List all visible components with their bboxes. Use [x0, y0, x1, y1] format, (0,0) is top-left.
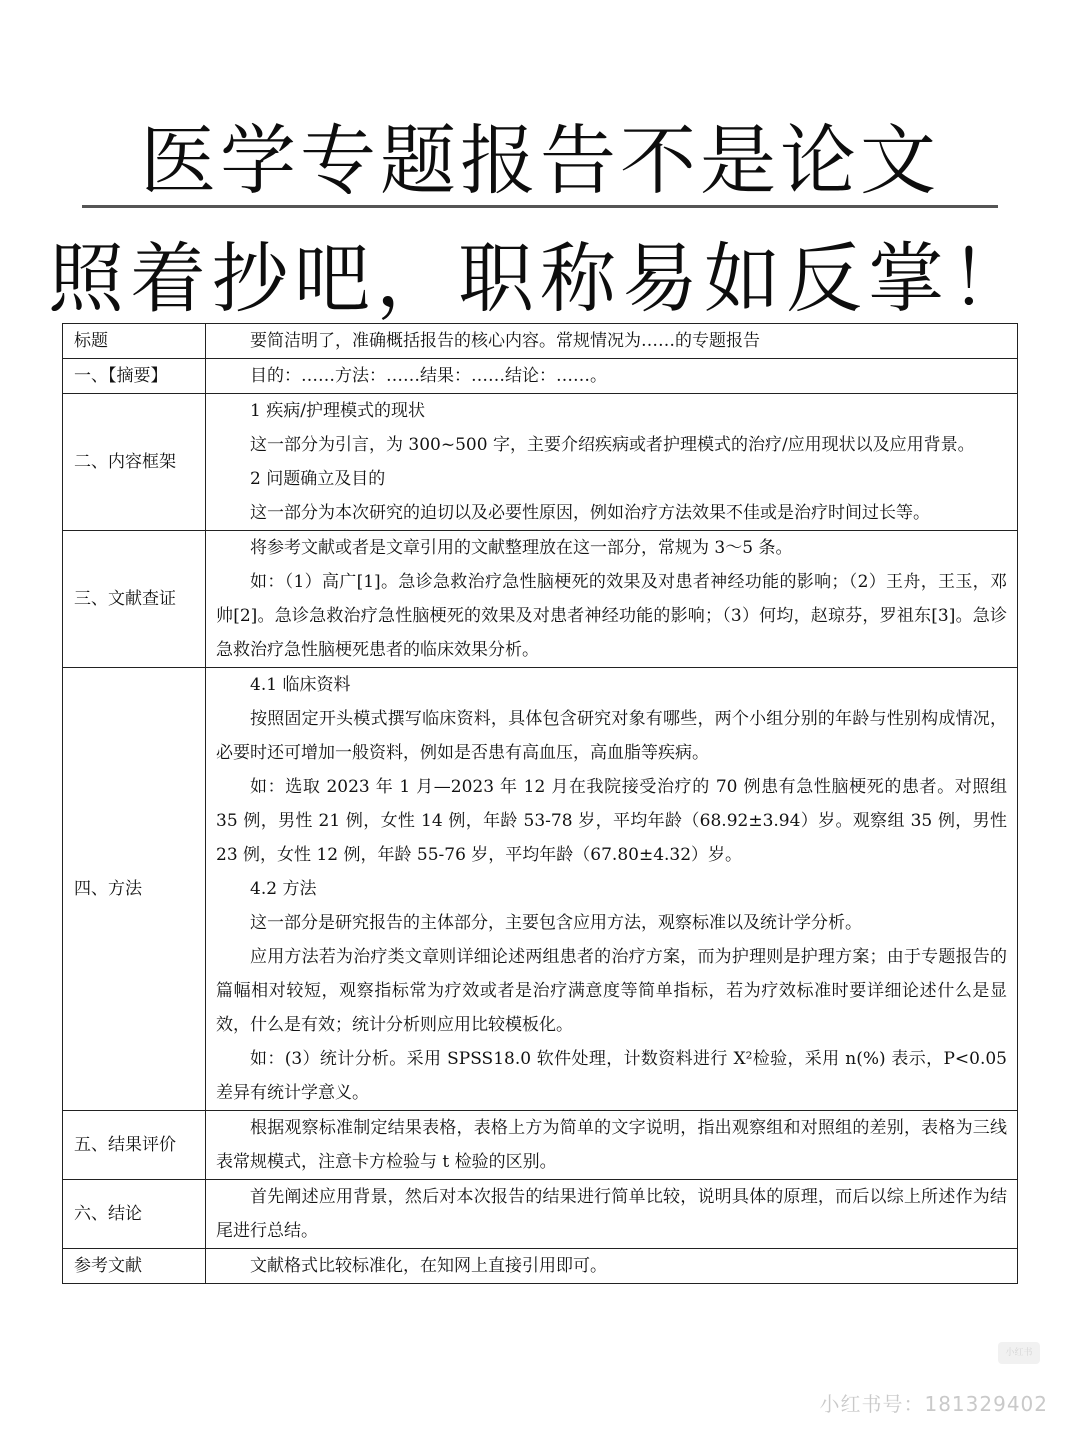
content-paragraph: 1 疾病/护理模式的现状: [250, 401, 425, 421]
row-content: [206, 531, 1018, 668]
content-paragraph: 2 问题确立及目的: [250, 469, 386, 489]
content-paragraph: 按照固定开头模式撰写临床资料，具体包含研究对象有哪些，两个小组分别的年龄与性别构成情况，必要时还可增加一般资料，例如是否患有高血压，高血脂等疾病。: [216, 709, 1007, 763]
content-paragraph: 目的：……方法：……结果：……结论：……。: [250, 366, 607, 386]
table-row: [63, 394, 1018, 531]
row-label: 六、结论: [63, 1180, 206, 1249]
content-paragraph: 如：（1）高广[1]。急诊急救治疗急性脑梗死的效果及对患者神经功能的影响；（2）王舟，王玉，邓帅[2]。急诊急救治疗急性脑梗死的效果及对患者神经功能的影响；（3）何均，赵琼芬，罗祖东[3]。急诊急救治疗急性脑梗死患者的临床效果分析。: [216, 572, 1007, 660]
page-title: 医学专题报告不是论文: [140, 116, 940, 205]
row-label: 标题: [63, 324, 206, 359]
content-paragraph: 如：选取 2023 年 1 月—2023 年 12 月在我院接受治疗的 70 例患有急性脑梗死的患者。对照组 35 例，男性 21 例，女性 14 例，年龄 53-78 岁，平均年龄（68.92±3.94）岁。观察组 35 例，男性 23 例，女性 12 例，年龄 55-76 岁，平均年龄（67.80±4.32）岁。: [216, 777, 1007, 865]
table-row: [63, 531, 1018, 668]
table-row: [63, 1111, 1018, 1180]
page-subtitle: 照着抄吧，职称易如反掌！: [48, 234, 1032, 323]
row-label: 二、内容框架: [63, 394, 206, 531]
table-row: [63, 359, 1018, 394]
table-row: [63, 1249, 1018, 1284]
table-row: [63, 324, 1018, 359]
content-paragraph: 应用方法若为治疗类文章则详细论述两组患者的治疗方案，而为护理则是护理方案；由于专题报告的篇幅相对较短，观察指标常为疗效或者是治疗满意度等简单指标，若为疗效标准时要详细论述什么是显效，什么是有效；统计分析则应用比较模板化。: [216, 947, 1007, 1035]
content-paragraph: 如：(3）统计分析。采用 SPSS18.0 软件处理，计数资料进行 X²检验，采用 n(%) 表示，P<0.05 差异有统计学意义。: [216, 1049, 1007, 1103]
content-paragraph: 这一部分是研究报告的主体部分，主要包含应用方法，观察标准以及统计学分析。: [250, 913, 862, 933]
row-content: [206, 394, 1018, 531]
content-paragraph: 4.2 方法: [250, 879, 317, 899]
content-paragraph: 要简洁明了，准确概括报告的核心内容。常规情况为……的专题报告: [250, 331, 760, 351]
row-content: [206, 668, 1018, 1111]
row-label: 三、文献查证: [63, 531, 206, 668]
row-content: [206, 324, 1018, 359]
row-content: [206, 1180, 1018, 1249]
row-label: 参考文献: [63, 1249, 206, 1284]
content-paragraph: 4.1 临床资料: [250, 675, 351, 695]
content-paragraph: 这一部分为引言，为 300~500 字，主要介绍疾病或者护理模式的治疗/应用现状以及应用背景。: [250, 435, 975, 455]
row-content: [206, 1249, 1018, 1284]
row-label: 一、【摘要】: [63, 359, 206, 394]
content-paragraph: 首先阐述应用背景，然后对本次报告的结果进行简单比较，说明具体的原理，而后以综上所述作为结尾进行总结。: [216, 1187, 1007, 1241]
row-content: [206, 359, 1018, 394]
title-divider: [82, 205, 998, 208]
row-label: 五、结果评价: [63, 1111, 206, 1180]
row-content: [206, 1111, 1018, 1180]
content-paragraph: 这一部分为本次研究的迫切以及必要性原因，例如治疗方法效果不佳或是治疗时间过长等。: [250, 503, 930, 523]
content-paragraph: 文献格式比较标准化，在知网上直接引用即可。: [250, 1256, 607, 1276]
row-label: 四、方法: [63, 668, 206, 1111]
table-row: [63, 668, 1018, 1111]
report-outline-table: [62, 323, 1018, 1284]
table-row: [63, 1180, 1018, 1249]
content-paragraph: 根据观察标准制定结果表格，表格上方为简单的文字说明，指出观察组和对照组的差别，表格为三线表常规模式，注意卡方检验与 t 检验的区别。: [216, 1118, 1007, 1172]
watermark-logo: 小红书: [998, 1342, 1040, 1364]
watermark-text: 小红书号：181329402: [819, 1392, 1048, 1416]
content-paragraph: 将参考文献或者是文章引用的文献整理放在这一部分，常规为 3～5 条。: [250, 538, 793, 558]
